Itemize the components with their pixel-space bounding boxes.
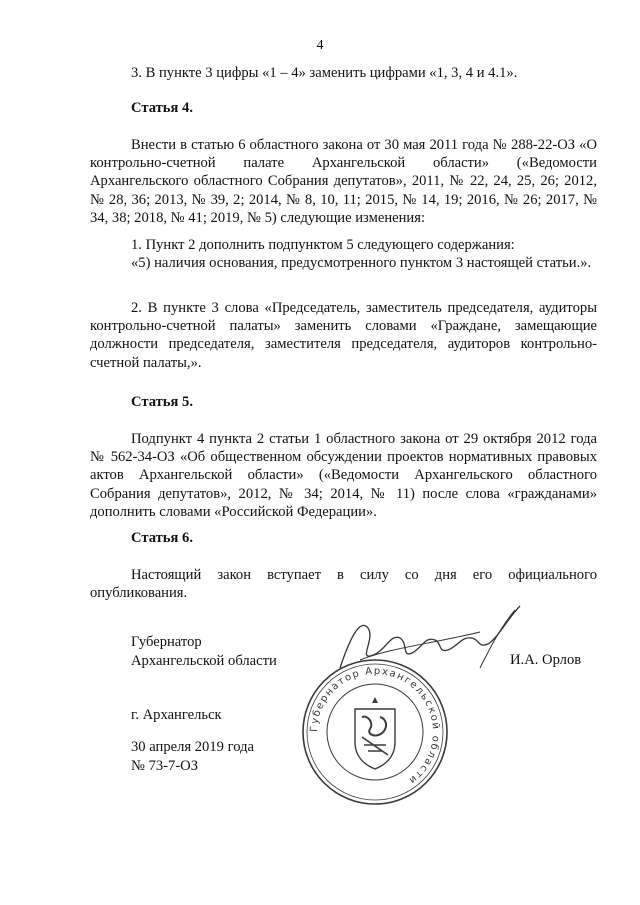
signatory-title-line1: Губернатор (131, 634, 202, 650)
signatory-name: И.А. Орлов (510, 652, 582, 668)
amendment-item-3: 3. В пункте 3 цифры «1 – 4» заменить цифрами «1, 3, 4 и 4.1». (131, 65, 518, 81)
article-6-heading: Статья 6. (131, 530, 193, 546)
article-4-item-1-text: «5) наличия основания, предусмотренного пунктом 3 настоящей статьи.». (131, 255, 592, 271)
article-4-preamble: Внести в статью 6 областного закона от 30 мая 2011 года № 288-22-ОЗ «О контрольно-счетной палате Архангельской области» («Ведомости Архангельского областного Собрания депутатов», 2011, № 22, 24, 25, 26; 2012, № 28, 36; 2013, № 39, 2; 2014, № 8, 10, 11; 2015, № 14, 19; 2016, № 26; 2017, № 34, 38; 2018, № 41; 2019, № 5) следующие изменения: (90, 137, 597, 226)
official-seal (300, 657, 450, 807)
seal-text: Губернатор Архангельской области (308, 665, 442, 787)
signatory-title-line2: Архангельской области (131, 653, 277, 669)
article-4-item-2: 2. В пункте 3 слова «Председатель, заместитель председателя, аудиторы контрольно-счетной палаты» заменить словами «Граждане, замещающие должности председателя, заместителя председателя, аудиторов контрольно-счетной палаты,». (90, 300, 597, 371)
article-4-item-1: 1. Пункт 2 дополнить подпунктом 5 следующего содержания: (131, 237, 515, 253)
page-number: 4 (316, 38, 324, 53)
article-5-text: Подпункт 4 пункта 2 статьи 1 областного закона от 29 октября 2012 года № 562-34-ОЗ «Об общественном обсуждении проектов нормативных правовых актов Архангельской области» («Ведомости Архангельского областного Собрания депутатов», 2012, № 34; 2014, № 11) после слова «гражданами» дополнить словами «Российской Федерации». (90, 431, 597, 520)
law-number: № 73-7-ОЗ (131, 758, 199, 774)
signing-date: 30 апреля 2019 года (131, 739, 254, 755)
article-5-heading: Статья 5. (131, 394, 193, 410)
place-of-signing: г. Архангельск (131, 707, 222, 723)
signatory-title (131, 633, 277, 671)
article-6-text: Настоящий закон вступает в силу со дня его официального опубликования. (90, 567, 597, 602)
article-4-heading: Статья 4. (131, 100, 193, 116)
